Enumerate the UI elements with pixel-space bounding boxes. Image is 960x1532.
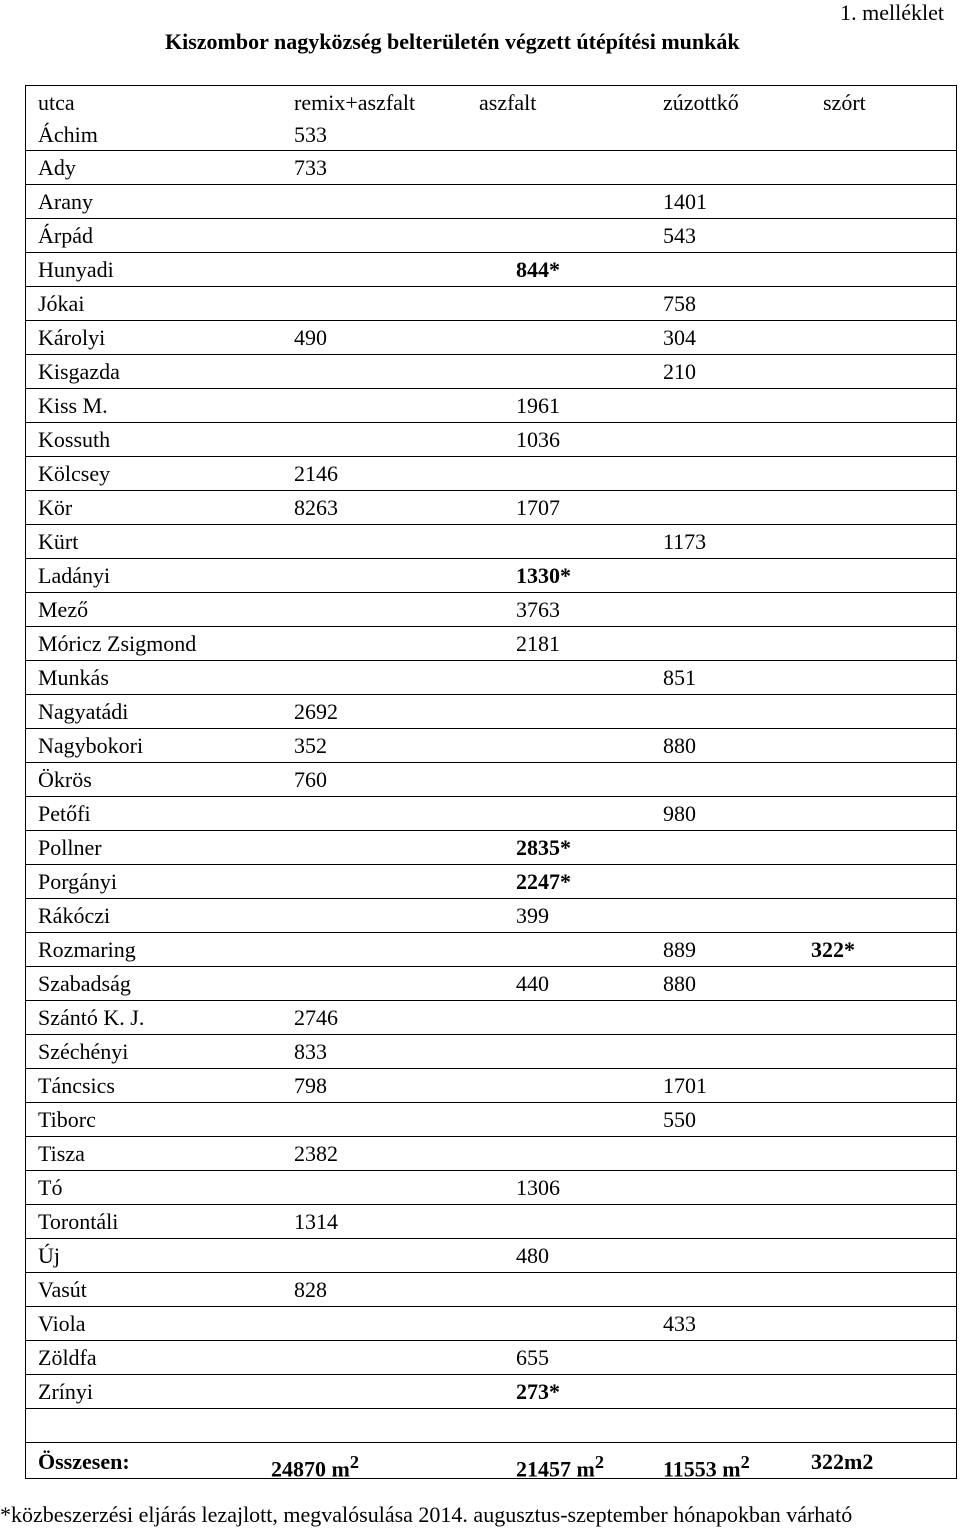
cell-utca: Móricz Zsigmond — [38, 631, 197, 656]
cell-aszfalt: 1036 — [516, 427, 560, 452]
cell-utca: Tó — [38, 1175, 63, 1200]
cell-utca: Torontáli — [38, 1209, 119, 1234]
cell-aszfalt: 3763 — [516, 597, 560, 622]
cell-remix: 798 — [294, 1073, 327, 1098]
table-row — [26, 660, 956, 694]
total-remix: 24870 $m^2$ — [271, 1452, 359, 1482]
cell-utca: Táncsics — [38, 1073, 115, 1098]
table-row — [26, 1034, 956, 1068]
table-row — [26, 1170, 956, 1204]
cell-utca: Zöldfa — [38, 1345, 97, 1370]
cell-utca: Kürt — [38, 529, 79, 554]
cell-zuzottko: 1173 — [663, 529, 707, 554]
cell-aszfalt: 2835* — [516, 835, 571, 860]
cell-utca: Szántó K. J. — [38, 1005, 145, 1030]
cell-utca: Kör — [38, 495, 73, 520]
cell-remix: 533 — [294, 122, 327, 147]
table-row — [26, 1306, 956, 1340]
table-row — [26, 694, 956, 728]
cell-utca: Vasút — [38, 1277, 87, 1302]
table-row — [26, 118, 956, 150]
table-row — [26, 1238, 956, 1272]
cell-utca: Jókai — [38, 291, 85, 316]
cell-remix: 733 — [294, 155, 327, 180]
table-total-row — [26, 1442, 956, 1482]
cell-zuzottko: 889 — [663, 937, 696, 962]
cell-utca: Kiss M. — [38, 393, 108, 418]
cell-utca: Kossuth — [38, 427, 111, 452]
table-row — [26, 592, 956, 626]
cell-utca: Mező — [38, 597, 89, 622]
table-spacer-row — [26, 1408, 956, 1442]
table-body — [26, 118, 956, 1408]
table-header-row — [26, 86, 956, 118]
table-row — [26, 218, 956, 252]
table-row — [26, 1136, 956, 1170]
header-szort: szórt — [823, 90, 866, 115]
table-row — [26, 830, 956, 864]
cell-aszfalt: 440 — [516, 971, 549, 996]
cell-aszfalt: 2247* — [516, 869, 571, 894]
cell-aszfalt: 1961 — [516, 393, 560, 418]
table-row — [26, 286, 956, 320]
cell-utca: Pollner — [38, 835, 102, 860]
cell-zuzottko: 1401 — [663, 189, 707, 214]
table-row — [26, 150, 956, 184]
cell-zuzottko: 210 — [663, 359, 696, 384]
table-row — [26, 184, 956, 218]
cell-utca: Hunyadi — [38, 257, 114, 282]
cell-utca: Zrínyi — [38, 1379, 93, 1404]
header-zuzottko: zúzottkő — [663, 90, 739, 115]
cell-utca: Petőfi — [38, 801, 91, 826]
cell-zuzottko: 851 — [663, 665, 696, 690]
cell-utca: Áchim — [38, 122, 98, 147]
table-row — [26, 932, 956, 966]
cell-utca: Tisza — [38, 1141, 85, 1166]
cell-remix: 828 — [294, 1277, 327, 1302]
header-utca: utca — [38, 90, 75, 115]
cell-szort: 322* — [811, 937, 855, 962]
cell-utca: Rozmaring — [38, 937, 136, 962]
cell-utca: Ökrös — [38, 767, 92, 792]
table-row — [26, 252, 956, 286]
table-row — [26, 1000, 956, 1034]
table-row — [26, 1102, 956, 1136]
cell-aszfalt: 1330* — [516, 563, 571, 588]
table-row — [26, 762, 956, 796]
table-row — [26, 490, 956, 524]
table-row — [26, 354, 956, 388]
cell-utca: Széchényi — [38, 1039, 129, 1064]
cell-aszfalt: 399 — [516, 903, 549, 928]
table-row — [26, 626, 956, 660]
cell-zuzottko: 304 — [663, 325, 696, 350]
cell-utca: Tiborc — [38, 1107, 96, 1132]
total-zuzottko: 11553 $m^2$ — [663, 1452, 750, 1482]
table-row — [26, 966, 956, 1000]
cell-aszfalt: 273* — [516, 1379, 560, 1404]
cell-aszfalt: 2181 — [516, 631, 560, 656]
cell-utca: Viola — [38, 1311, 86, 1336]
table-row — [26, 422, 956, 456]
total-aszfalt: 21457 $m^2$ — [516, 1452, 604, 1482]
document-title: Kiszombor nagyközség belterületén végzett útépítési munkák — [165, 29, 740, 54]
table-row — [26, 456, 956, 490]
cell-utca: Porgányi — [38, 869, 118, 894]
cell-utca: Arany — [38, 189, 93, 214]
cell-utca: Kölcsey — [38, 461, 111, 486]
table-row — [26, 864, 956, 898]
cell-utca: Kisgazda — [38, 359, 120, 384]
footnote: *közbeszerzési eljárás lezajlott, megvalósulása 2014. augusztus-szeptember hónapokban várható — [0, 1502, 853, 1527]
cell-utca: Árpád — [38, 223, 93, 248]
table-row — [26, 388, 956, 422]
cell-utca: Rákóczi — [38, 903, 111, 928]
table-row — [26, 1340, 956, 1374]
cell-utca: Szabadság — [38, 971, 131, 996]
cell-aszfalt: 480 — [516, 1243, 549, 1268]
cell-utca: Károlyi — [38, 325, 106, 350]
total-szort: 322m2 — [811, 1449, 874, 1474]
total-label: Összesen: — [38, 1449, 130, 1474]
cell-utca: Nagyatádi — [38, 699, 129, 724]
annex-label: 1. melléklet — [840, 0, 944, 25]
cell-remix: 2382 — [294, 1141, 338, 1166]
table-row — [26, 1068, 956, 1102]
cell-remix: 352 — [294, 733, 327, 758]
cell-utca: Új — [38, 1243, 60, 1268]
cell-aszfalt: 844* — [516, 257, 560, 282]
cell-zuzottko: 543 — [663, 223, 696, 248]
cell-utca: Ady — [38, 155, 76, 180]
table-row — [26, 796, 956, 830]
cell-zuzottko: 433 — [663, 1311, 696, 1336]
table-row — [26, 1374, 956, 1408]
cell-remix: 2146 — [294, 461, 338, 486]
cell-remix: 490 — [294, 325, 327, 350]
header-remix: remix+aszfalt — [294, 90, 416, 115]
cell-remix: 760 — [294, 767, 327, 792]
roadwork-table — [25, 85, 957, 1482]
cell-utca: Nagybokori — [38, 733, 144, 758]
cell-remix: 8263 — [294, 495, 338, 520]
table-row — [26, 898, 956, 932]
cell-aszfalt: 655 — [516, 1345, 549, 1370]
table-row — [26, 1272, 956, 1306]
cell-remix: 833 — [294, 1039, 327, 1064]
table-row — [26, 320, 956, 354]
cell-remix: 2692 — [294, 699, 338, 724]
cell-zuzottko: 550 — [663, 1107, 696, 1132]
cell-aszfalt: 1306 — [516, 1175, 560, 1200]
cell-zuzottko: 758 — [663, 291, 696, 316]
table-row — [26, 558, 956, 592]
table-row — [26, 1204, 956, 1238]
cell-zuzottko: 880 — [663, 733, 696, 758]
cell-zuzottko: 980 — [663, 801, 696, 826]
cell-utca: Munkás — [38, 665, 109, 690]
table-row — [26, 524, 956, 558]
cell-remix: 2746 — [294, 1005, 338, 1030]
cell-utca: Ladányi — [38, 563, 111, 588]
cell-zuzottko: 1701 — [663, 1073, 707, 1098]
cell-aszfalt: 1707 — [516, 495, 560, 520]
cell-remix: 1314 — [294, 1209, 338, 1234]
header-aszfalt: aszfalt — [479, 90, 537, 115]
cell-zuzottko: 880 — [663, 971, 696, 996]
table-row — [26, 728, 956, 762]
